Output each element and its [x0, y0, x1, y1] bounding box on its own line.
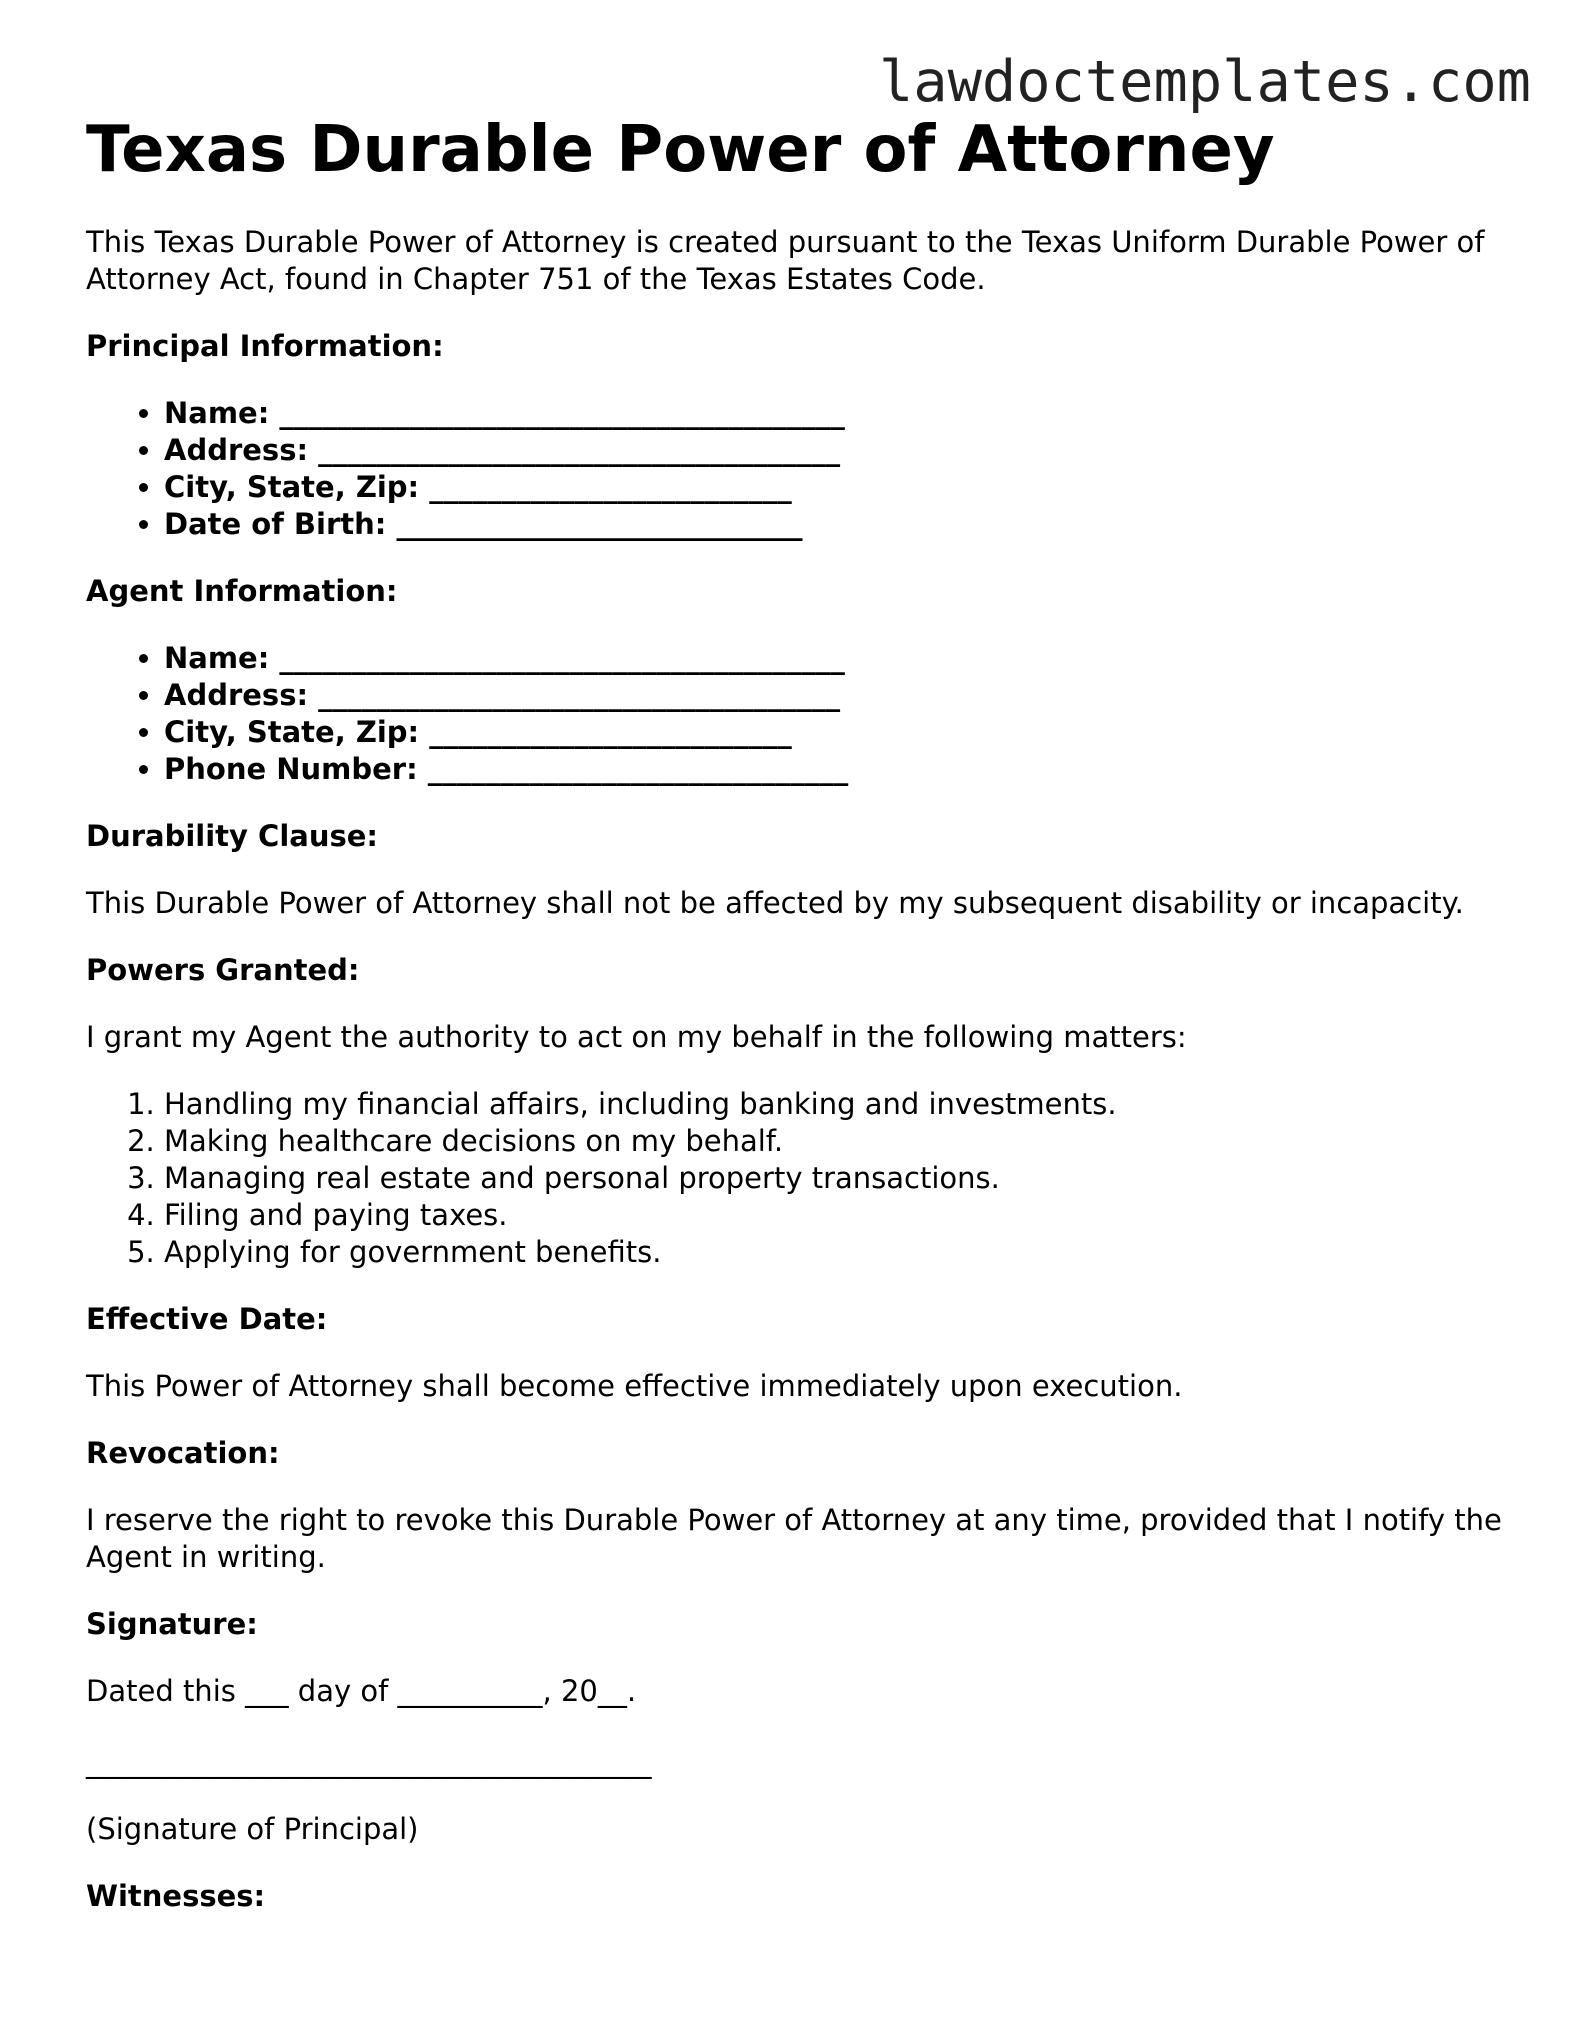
document-title: Texas Durable Power of Attorney [86, 113, 1275, 187]
document-body [86, 224, 1506, 1945]
agent-fields [86, 640, 1506, 788]
principal-address-field: • Address: ____________________________________ [164, 432, 1506, 469]
effective-date-heading: Effective Date: [86, 1302, 328, 1336]
power-item: 2. Making healthcare decisions on my behalf. [164, 1123, 1506, 1160]
durability-heading: Durability Clause: [86, 819, 378, 853]
site-watermark: lawdoctemplates.com [878, 49, 1531, 115]
powers-list [86, 1086, 1506, 1271]
powers-heading: Powers Granted: [86, 953, 360, 987]
power-item: 3. Managing real estate and personal property transactions. [164, 1160, 1506, 1197]
durability-text: This Durable Power of Attorney shall not be affected by my subsequent disability or incapacity. [86, 886, 1464, 920]
principal-date-of-birth-field: • Date of Birth: ____________________________ [164, 506, 1506, 543]
witnesses-heading: Witnesses: [86, 1879, 266, 1913]
power-item: 1. Handling my financial affairs, including banking and investments. [164, 1086, 1506, 1123]
agent-phone-number-field: • Phone Number: _____________________________ [164, 751, 1506, 788]
signature-heading: Signature: [86, 1607, 258, 1641]
agent-name-field: • Name: _______________________________________ [164, 640, 1506, 677]
principal-heading: Principal Information: [86, 329, 444, 363]
dated-line: Dated this ___ day of __________, 20__. [86, 1674, 637, 1708]
principal-name-field: • Name: _______________________________________ [164, 395, 1506, 432]
agent-city-state-zip-field: • City, State, Zip: _________________________ [164, 714, 1506, 751]
signature-caption: (Signature of Principal) [86, 1812, 419, 1846]
principal-fields [86, 395, 1506, 543]
revocation-text: I reserve the right to revoke this Durable Power of Attorney at any time, provided that I notify the Agent in writing. [86, 1503, 1502, 1574]
power-item: 4. Filing and paying taxes. [164, 1197, 1506, 1234]
agent-heading: Agent Information: [86, 574, 398, 608]
power-item: 5. Applying for government benefits. [164, 1234, 1506, 1271]
powers-intro: I grant my Agent the authority to act on my behalf in the following matters: [86, 1020, 1187, 1054]
signature-line: _______________________________________ [86, 1745, 652, 1779]
agent-address-field: • Address: ____________________________________ [164, 677, 1506, 714]
principal-city-state-zip-field: • City, State, Zip: _________________________ [164, 469, 1506, 506]
effective-date-text: This Power of Attorney shall become effective immediately upon execution. [86, 1369, 1183, 1403]
revocation-heading: Revocation: [86, 1436, 280, 1470]
intro-paragraph: This Texas Durable Power of Attorney is created pursuant to the Texas Uniform Durable Power of Attorney Act, found in Chapter 751 of the Texas Estates Code. [86, 225, 1485, 296]
